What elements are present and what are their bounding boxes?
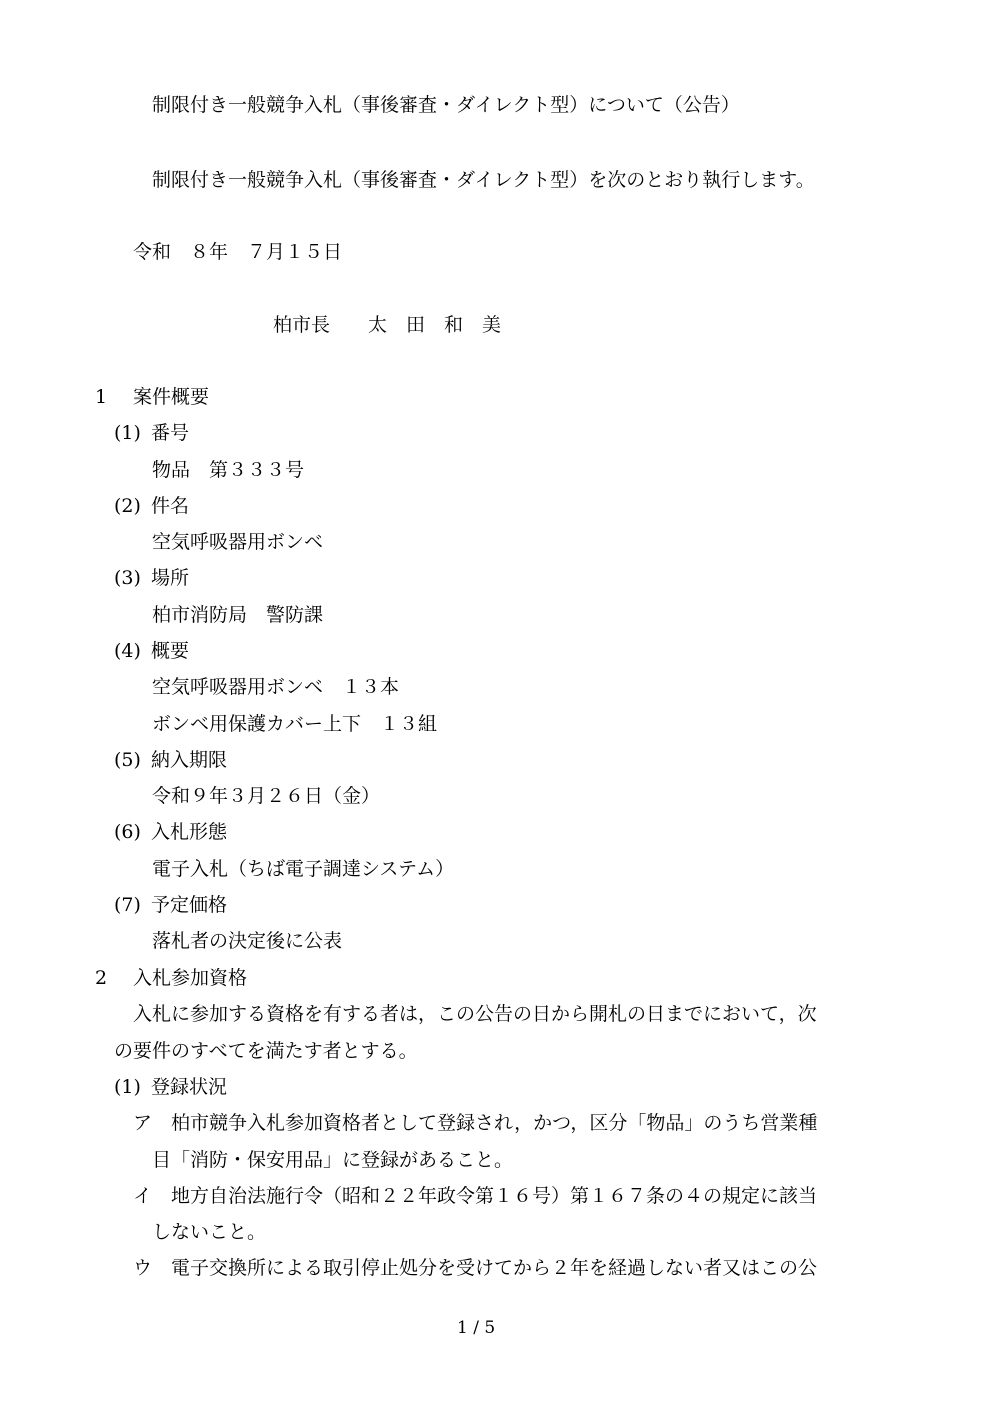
item-value: ボンベ用保護カバー上下 １３組	[152, 713, 438, 735]
requirement-continuation: しないこと。	[152, 1221, 267, 1243]
item-value: 物品 第３３３号	[152, 459, 305, 481]
section-1-heading	[95, 388, 209, 407]
page-number: 1 / 5	[457, 1318, 496, 1338]
requirement-item: イ 地方自治法施行令（昭和２２年政令第１６号）第１６７条の４の規定に該当	[133, 1185, 818, 1207]
item-heading: (2) 件名	[114, 495, 190, 517]
item-value: 電子入札（ちば電子調達システム）	[152, 858, 455, 880]
item-heading: (1) 番号	[114, 422, 190, 444]
item-heading: (4) 概要	[114, 640, 190, 662]
section-title: 案件概要	[133, 386, 210, 408]
requirement-item: ア 柏市競争入札参加資格者として登録され，かつ，区分「物品」のうち営業種	[133, 1112, 818, 1134]
item-heading: (1) 登録状況	[114, 1076, 228, 1098]
paragraph-line: の要件のすべてを満たす者とする。	[114, 1040, 418, 1062]
signer: 柏市長 太 田 和 美	[273, 314, 502, 336]
notice-date: 令和 ８年 ７月１５日	[133, 241, 343, 263]
section-number: 1	[95, 386, 108, 408]
paragraph-line: 入札に参加する資格を有する者は，この公告の日から開札の日までにおいて，次	[133, 1003, 817, 1025]
item-value: 空気呼吸器用ボンベ	[152, 531, 324, 553]
intro-text: 制限付き一般競争入札（事後審査・ダイレクト型）を次のとおり執行します。	[152, 169, 815, 191]
item-heading: (5) 納入期限	[114, 749, 228, 771]
item-value: 柏市消防局 警防課	[152, 604, 324, 626]
section-number: 2	[95, 967, 108, 989]
page-title: 制限付き一般競争入札（事後審査・ダイレクト型）について（公告）	[152, 94, 740, 116]
item-heading: (3) 場所	[114, 567, 190, 589]
item-heading: (7) 予定価格	[114, 894, 228, 916]
item-value: 令和９年３月２６日（金）	[152, 785, 381, 807]
section-title: 入札参加資格	[133, 967, 248, 989]
requirement-item: ウ 電子交換所による取引停止処分を受けてから２年を経過しない者又はこの公	[133, 1257, 818, 1279]
requirement-continuation: 目「消防・保安用品」に登録があること。	[152, 1149, 514, 1171]
item-value: 空気呼吸器用ボンベ １３本	[152, 676, 400, 698]
item-value: 落札者の決定後に公表	[152, 930, 343, 952]
item-heading: (6) 入札形態	[114, 821, 228, 843]
section-2-heading	[95, 969, 247, 988]
